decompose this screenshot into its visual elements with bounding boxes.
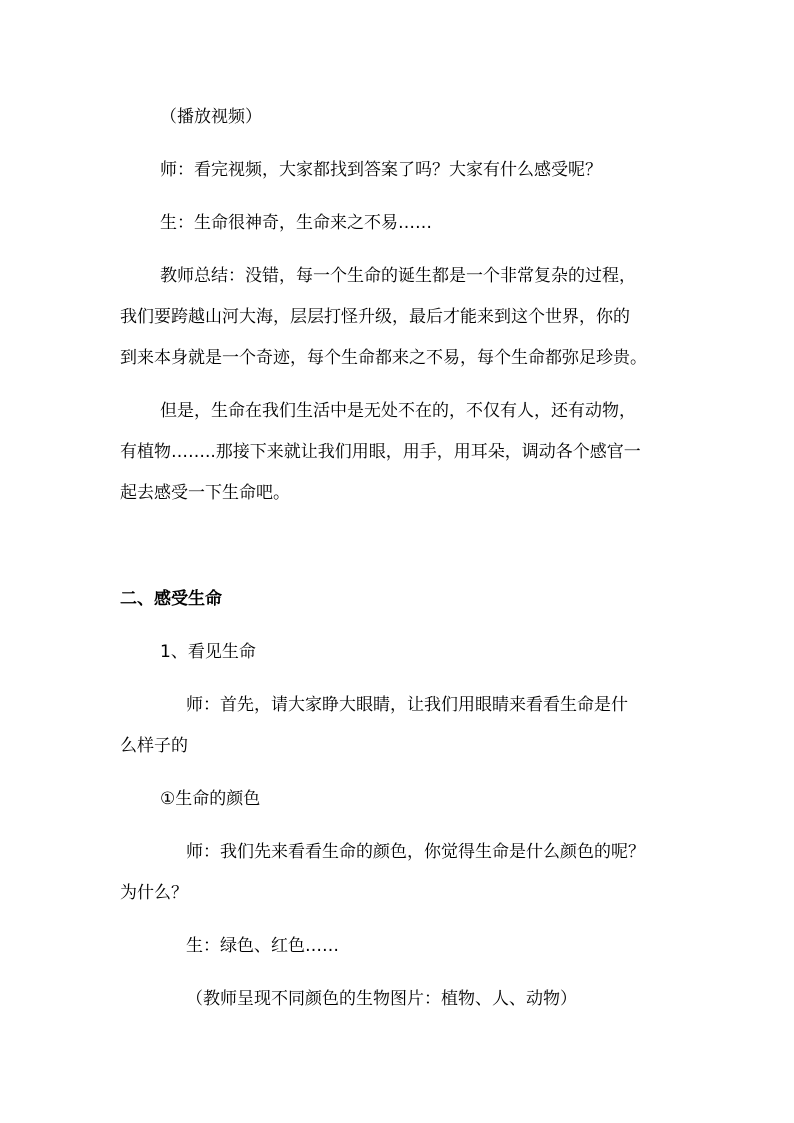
transition-line-3: 起去感受一下生命吧。	[120, 483, 290, 503]
teacher-intro-line-1: 师：首先，请大家睁大眼睛，让我们用眼睛来看看生命是什	[186, 695, 628, 715]
teacher-summary-line-3: 到来本身就是一个奇迹，每个生命都来之不易，每个生命都弥足珍贵。	[120, 348, 647, 368]
transition-line-2: 有植物……..那接下来就让我们用眼，用手，用耳朵，调动各个感官一	[120, 442, 641, 462]
section-heading: 二、感受生命	[120, 589, 222, 609]
transition-line-1: 但是，生命在我们生活中是无处不在的，不仅有人，还有动物，	[160, 401, 636, 421]
item-life-color: ①生命的颜色	[160, 789, 261, 809]
student-answer-1: 生：生命很神奇，生命来之不易……	[160, 213, 432, 233]
teacher-question-2-line-2: 为什么？	[120, 883, 188, 903]
teacher-question-2-line-1: 师：我们先来看看生命的颜色，你觉得生命是什么颜色的呢？	[186, 842, 645, 862]
student-answer-2: 生：绿色、红色……	[186, 936, 339, 956]
subheading-see-life: 1、看见生命	[160, 642, 256, 662]
teacher-intro-line-2: 么样子的	[120, 736, 188, 756]
teacher-question-1: 师：看完视频，大家都找到答案了吗？大家有什么感受呢？	[160, 160, 602, 180]
teacher-summary-line-1: 教师总结：没错，每一个生命的诞生都是一个非常复杂的过程，	[160, 266, 636, 286]
play-video-note: （播放视频）	[160, 107, 262, 127]
teacher-summary-line-2: 我们要跨越山河大海，层层打怪升级，最后才能来到这个世界，你的	[120, 307, 630, 327]
teacher-show-note: （教师呈现不同颜色的生物图片：植物、人、动物）	[186, 989, 577, 1009]
